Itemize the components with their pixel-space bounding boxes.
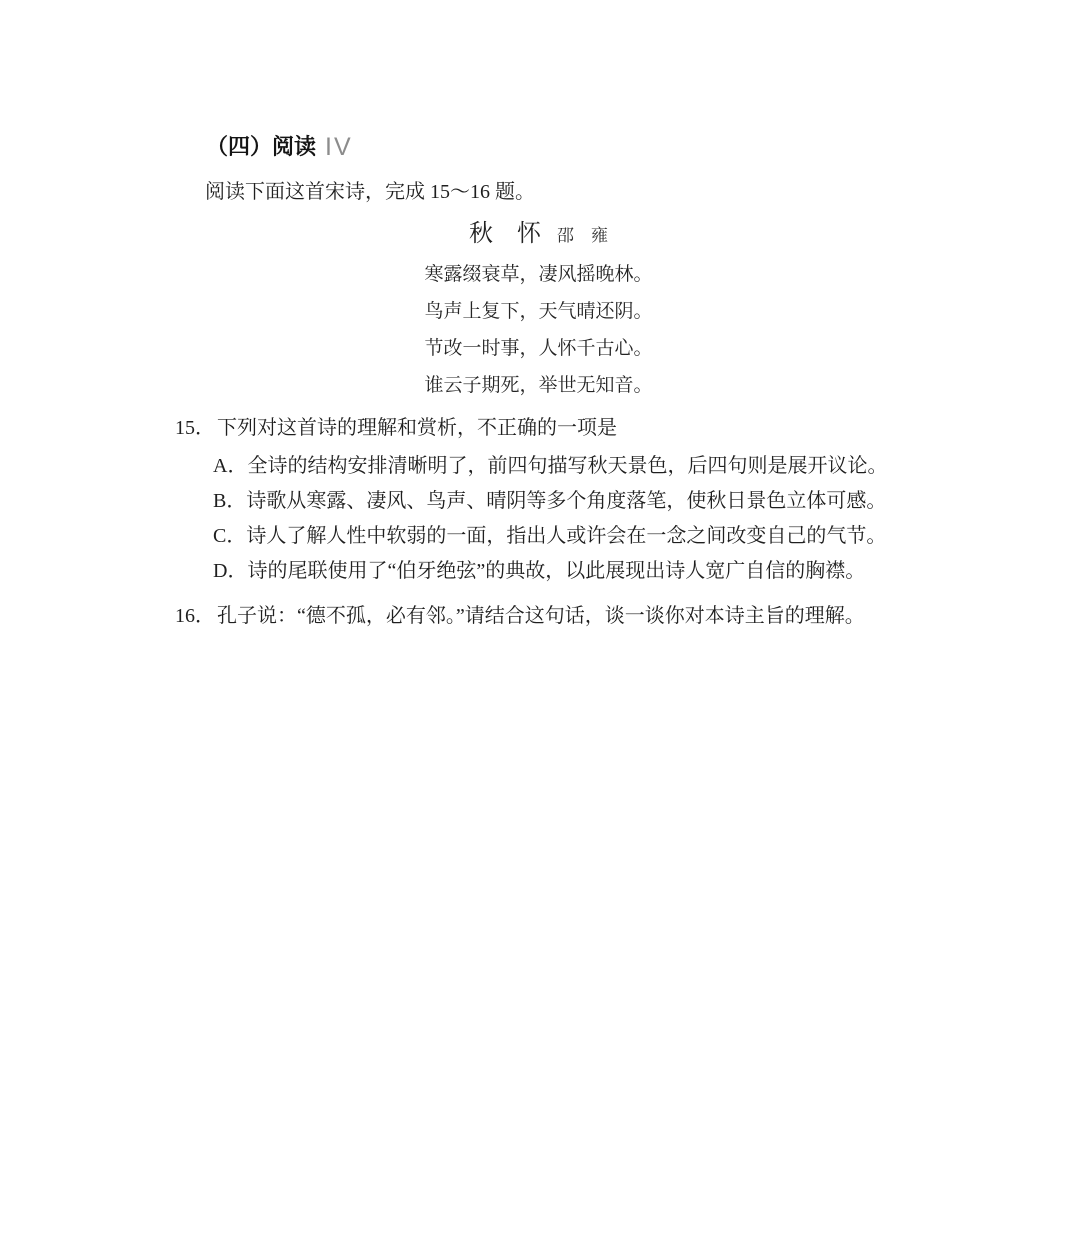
intro-line: 阅读下面这首宋诗，完成 15～16 题。 <box>205 181 535 203</box>
question-16 <box>175 599 865 628</box>
question-15-option-d <box>213 554 865 583</box>
section-heading-text: （四）阅读 <box>206 134 317 159</box>
question-16-stem: 孔子说：“德不孤，必有邻。”请结合这句话，谈一谈你对本诗主旨的理解。 <box>217 605 865 627</box>
poem-line: 节改一时事，人怀千古心。 <box>424 338 653 359</box>
question-15-option-a <box>213 449 887 478</box>
poem-line: 谁云子期死，举世无知音。 <box>424 375 653 396</box>
poem-line: 寒露缀衰草，凄风摇晚林。 <box>424 264 653 285</box>
question-15 <box>175 411 617 440</box>
question-15-stem: 下列对这首诗的理解和赏析，不正确的一项是 <box>217 417 617 439</box>
poem-line: 鸟声上复下，天气晴还阴。 <box>424 301 653 322</box>
option-d-label: D． <box>213 560 248 582</box>
option-b-label: B． <box>213 490 247 512</box>
option-a-label: A． <box>213 455 248 477</box>
question-15-option-b <box>213 484 886 513</box>
poem-title-row <box>0 213 1077 248</box>
option-a-text: 全诗的结构安排清晰明了，前四句描写秋天景色，后四句则是展开议论。 <box>247 455 888 477</box>
option-c-label: C． <box>213 525 247 547</box>
question-15-option-c <box>213 519 886 548</box>
option-c-text: 诗人了解人性中软弱的一面，指出人或许会在一念之间改变自己的气节。 <box>246 525 887 547</box>
poem-author: 邵 雍 <box>557 226 608 245</box>
question-15-number: 15． <box>175 417 215 439</box>
option-b-text: 诗歌从寒露、凄风、鸟声、晴阴等多个角度落笔，使秋日景色立体可感。 <box>246 490 887 512</box>
section-heading-roman-numeral: IV <box>325 133 353 161</box>
option-d-text: 诗的尾联使用了“伯牙绝弦”的典故，以此展现出诗人宽广自信的胸襟。 <box>247 560 866 582</box>
section-heading <box>206 130 353 162</box>
question-16-number: 16． <box>175 605 215 627</box>
poem-title: 秋 怀 <box>469 221 541 247</box>
